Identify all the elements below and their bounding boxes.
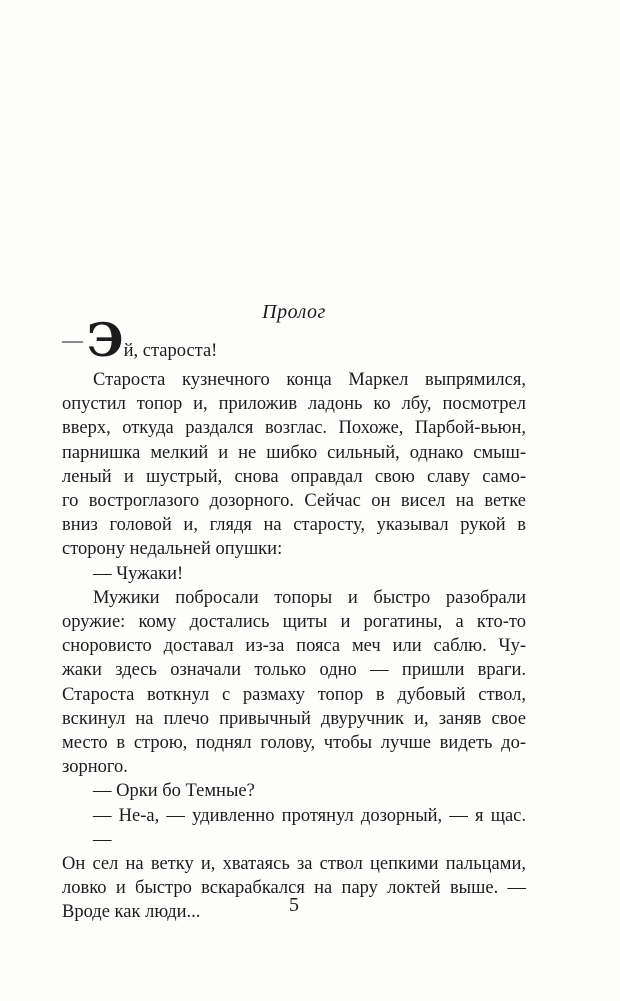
dialogue-dash: — [62,328,83,352]
text-line: жаки здесь означали только одно — пришли враги. [62,660,526,681]
text-line: вскинул на плечо привычный двуручник и, заняв свое [62,708,526,729]
dropcap-initial: Э [87,313,124,367]
opening-text: й, староста! [123,341,218,361]
text-line: зорного. [62,757,128,778]
text-line: го востроглазого дозорного. Сейчас он висел на ветке [62,491,526,512]
text-line: опустил топор и, приложив ладонь ко лбу, посмотрел [62,394,526,415]
chapter-title: Пролог [262,301,326,323]
text-line: сноровисто доставал из-за пояса меч или саблю. Чу- [62,636,526,657]
text-line: сторону недальней опушки: [62,539,283,560]
text-line: — Не-а, — удивленно протянул дозорный, — я щас. — [93,805,526,850]
text-line: ловко и быстро вскарабкался на пару локтей выше. — [62,878,526,899]
text-line: вниз головой и, глядя на старосту, указывал рукой в [62,515,526,536]
text-line: Вроде как люди... [62,902,201,923]
text-line: — Чужаки! [93,563,184,584]
text-line: — Орки бо Темные? [93,781,255,802]
text-line: парнишка мелкий и не шибко сильный, однако смыш- [62,442,526,463]
opening-line [62,313,526,367]
text-line: леный и шустрый, снова оправдал свою славу само- [62,466,526,487]
text-line: оружие: кому достались щиты и рогатины, а кто-то [62,612,526,633]
text-line: Староста кузнечного конца Маркел выпрямился, [93,370,526,390]
text-line: вверх, откуда раздался возглас. Похоже, Парбой-вьюн, [62,418,526,439]
page-number: 5 [289,894,299,916]
text-line: место в строю, поднял голову, чтобы лучше видеть до- [62,733,526,754]
text-line: Мужики побросали топоры и быстро разобрали [93,587,526,608]
body-text [62,368,526,925]
text-line: Он сел на ветку и, хватаясь за ствол цепкими пальцами, [62,854,526,875]
text-line: Староста воткнул с размаху топор в дубовый ствол, [62,684,526,705]
